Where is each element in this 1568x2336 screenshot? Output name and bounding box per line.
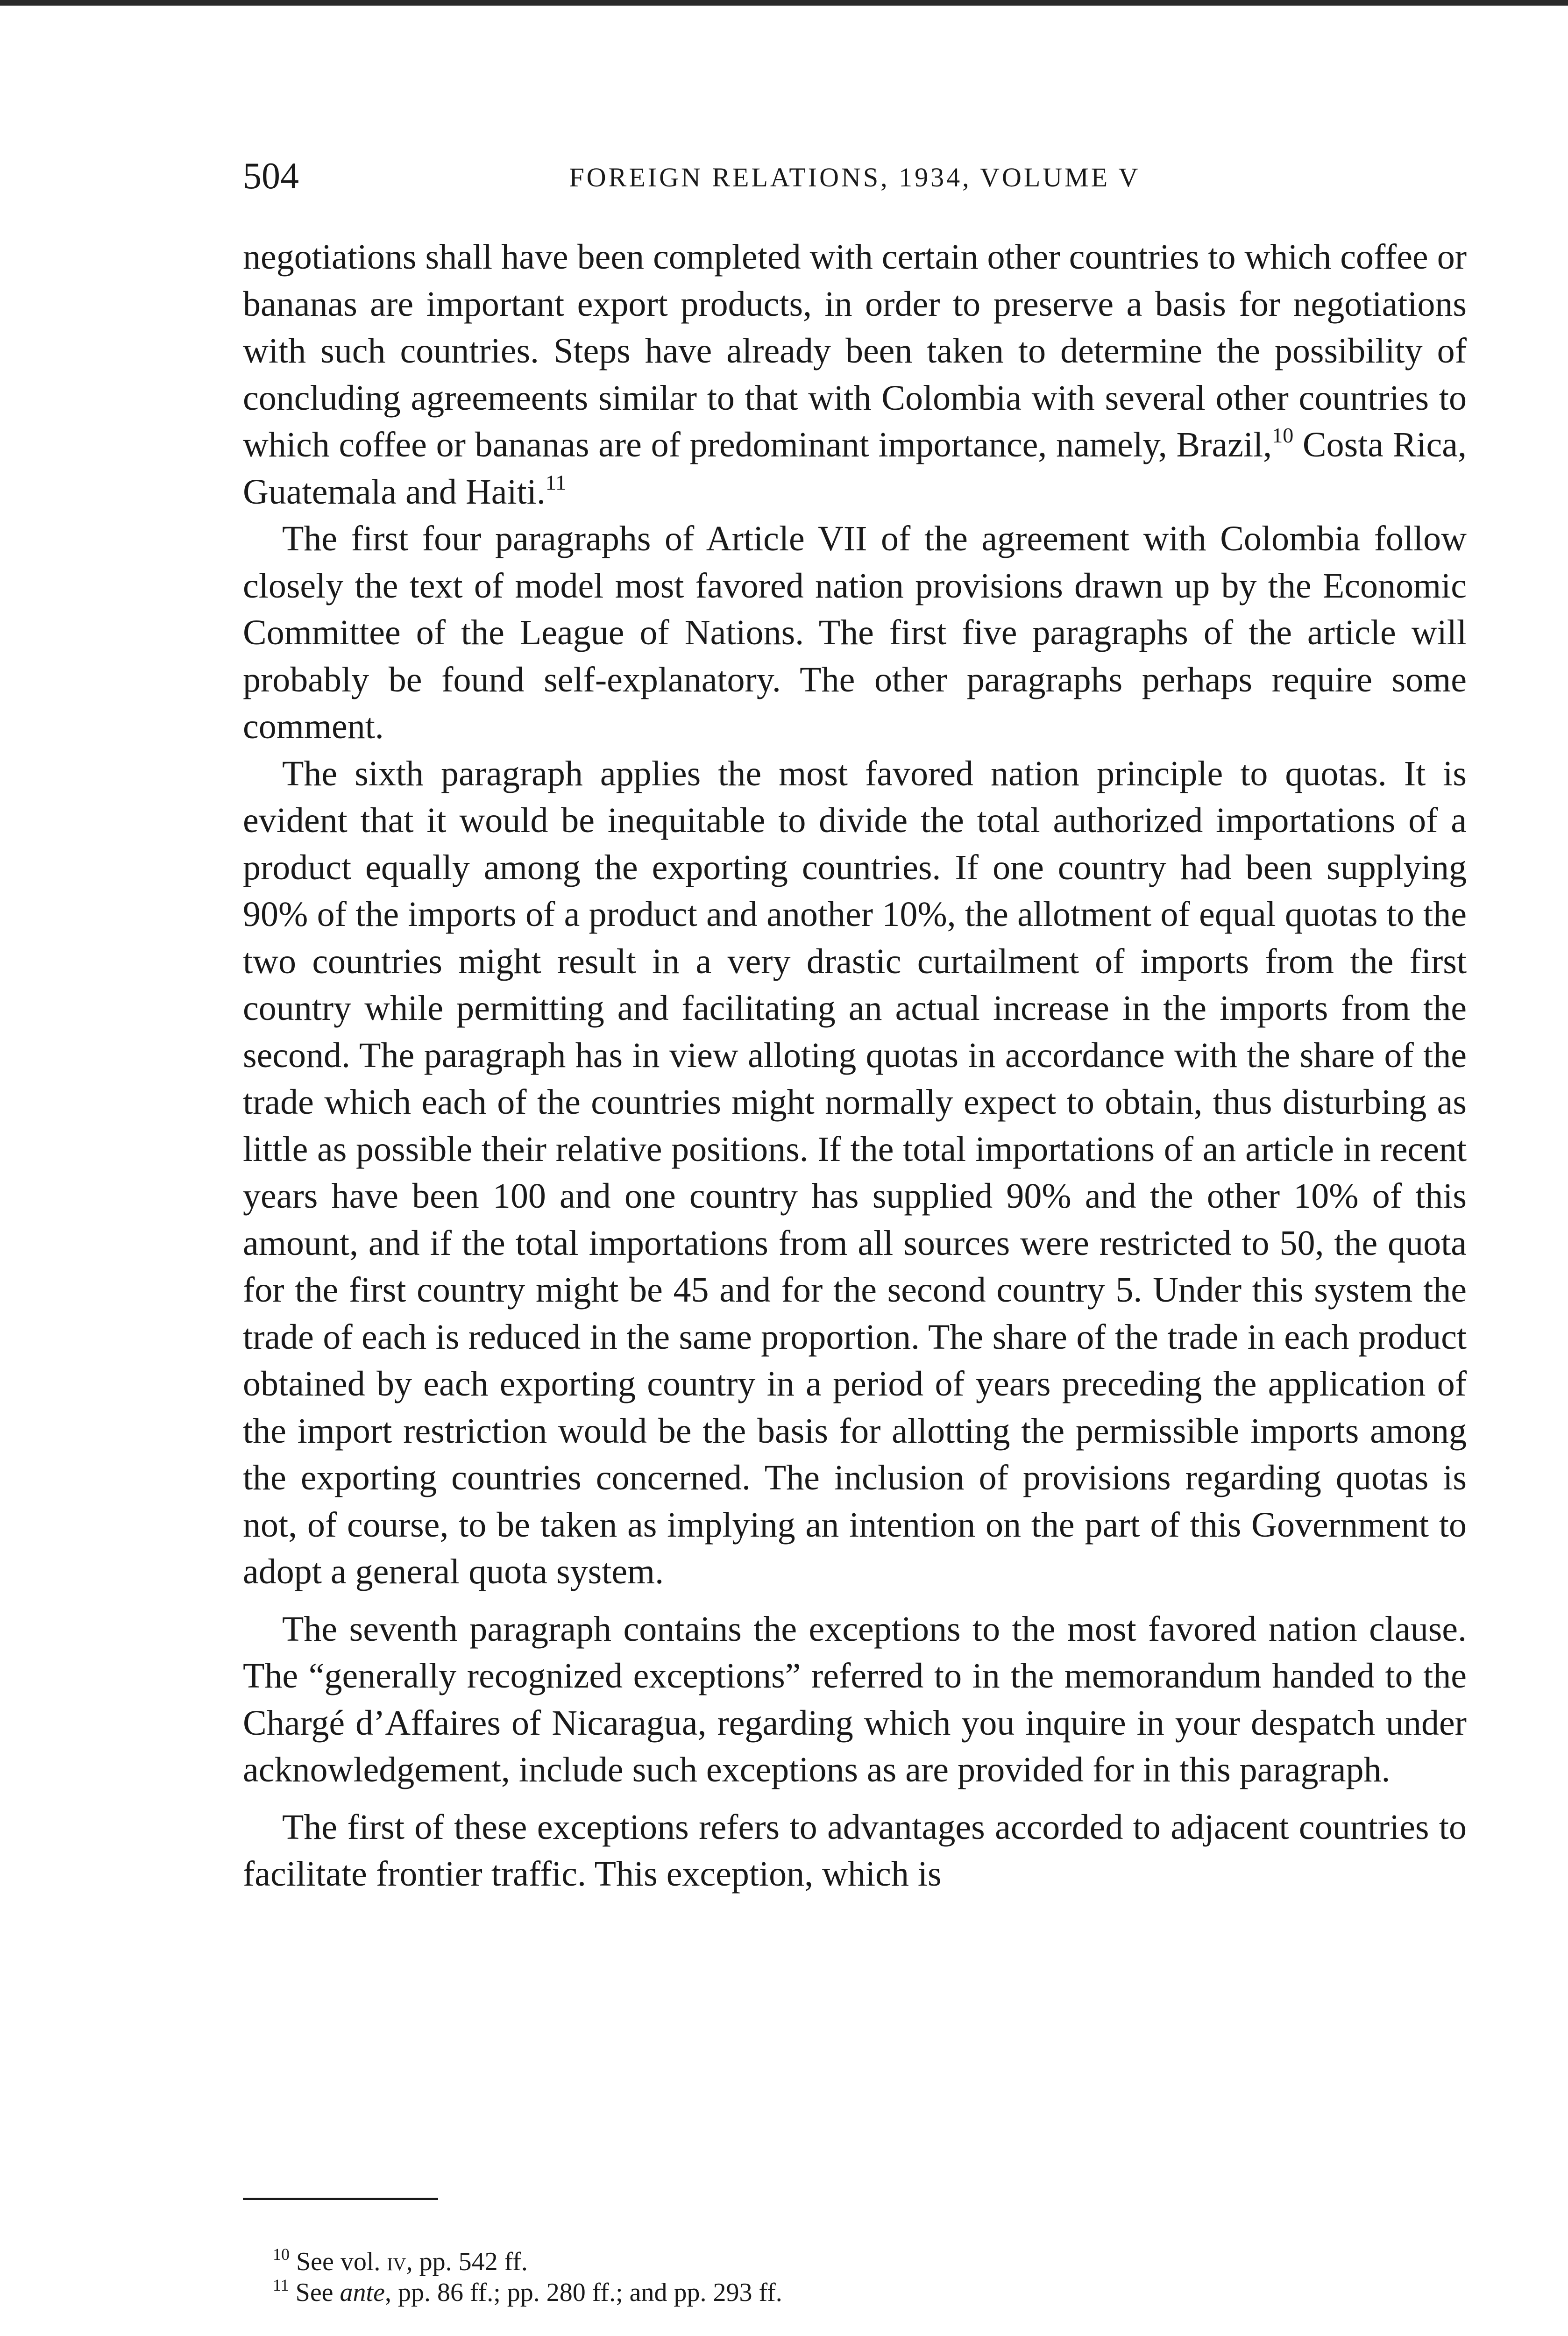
footnote-mark: 10 — [273, 2245, 290, 2264]
footnote-mark: 11 — [273, 2276, 289, 2294]
paragraph-frontier-traffic: The first of these exceptions refers to advantages accorded to adjacent countries to facilitate frontier traffic. This exception, which is — [243, 1807, 1467, 1894]
paragraph-article-vii: The first four paragraphs of Article VII of the agreement with Colombia follow closely the text of model most favored nation provisions drawn up by the Economic Committee of the League of Nations. The first five paragraphs of the article will probably be found self-explanatory. The other paragraphs perhaps require some comment. — [243, 519, 1467, 746]
footnote-10 — [273, 2246, 1394, 2277]
footnote-text: See vol. — [296, 2247, 387, 2276]
footnotes — [273, 2246, 1394, 2308]
footnote-rule — [243, 2198, 438, 2200]
paragraph-sixth-quotas: The sixth paragraph applies the most favored nation principle to quotas. It is evident that it would be inequitable to divide the total authorized importations of a product equally among the exporting countries. If one country had been supplying 90% of the imports of a product and another 10%, the allotment of equal quotas to the two countries might result in a very drastic curtailment of imports from the first country while permitting and facilitating an actual increase in the imports from the second. The paragraph has in view alloting quotas in accordance with the share of the trade which each of the countries might normally expect to obtain, thus disturbing as little as possible their relative positions. If the total importations of an article in recent years have been 100 and one country has supplied 90% and the other 10% of this amount, and if the total importations from all sources were restricted to 50, the quota for the first country might be 45 and for the second country 5. Under this system the trade of each is reduced in the same proportion. The share of the trade in each product obtained by each exporting country in a period of years preceding the application of the import restriction would be the basis for allotting the permissible imports among the exporting countries concerned. The inclusion of provisions regarding quotas is not, of course, to be taken as implying an intention on the part of this Government to adopt a general quota system. — [243, 754, 1467, 1591]
page-header — [243, 150, 1467, 202]
footnote-ref-10: 10 — [1272, 423, 1294, 447]
footnote-text: , pp. 86 ff.; pp. 280 ff.; and pp. 293 ff. — [384, 2278, 782, 2307]
footnote-11 — [273, 2277, 1394, 2308]
footnote-volume: iv — [387, 2247, 406, 2276]
top-edge-rule — [0, 0, 1568, 6]
page-number: 504 — [243, 156, 299, 197]
running-head: FOREIGN RELATIONS, 1934, VOLUME V — [569, 162, 1141, 192]
footnote-ante: ante — [340, 2278, 385, 2307]
footnote-text: See — [295, 2278, 340, 2307]
footnote-ref-11: 11 — [545, 470, 567, 494]
main-text — [243, 234, 1467, 1898]
paragraph-text: negotiations shall have been completed with certain other countries to which coffee or bananas are important export products, in order to preserve a basis for negotiations with such countries. Steps have already been taken to determine the possibility of concluding agreemeents similar to that with Colombia with several other countries to which coffee or bananas are of predominant importance, namely, Brazil, — [243, 237, 1467, 464]
footnote-text: , pp. 542 ff. — [406, 2247, 528, 2276]
paragraph-seventh-exceptions: The seventh paragraph contains the exceptions to the most favored nation clause. The “generally recognized exceptions” referred to in the memorandum handed to the Chargé d’Affaires of Nicaragua, regarding which you inquire in your despatch under acknowledgement, include such exceptions as are provided for in this paragraph. — [243, 1609, 1467, 1789]
paragraph-text: Costa Rica, Guatemala and Haiti. — [243, 425, 1467, 512]
paragraph-continuation — [243, 234, 1467, 515]
